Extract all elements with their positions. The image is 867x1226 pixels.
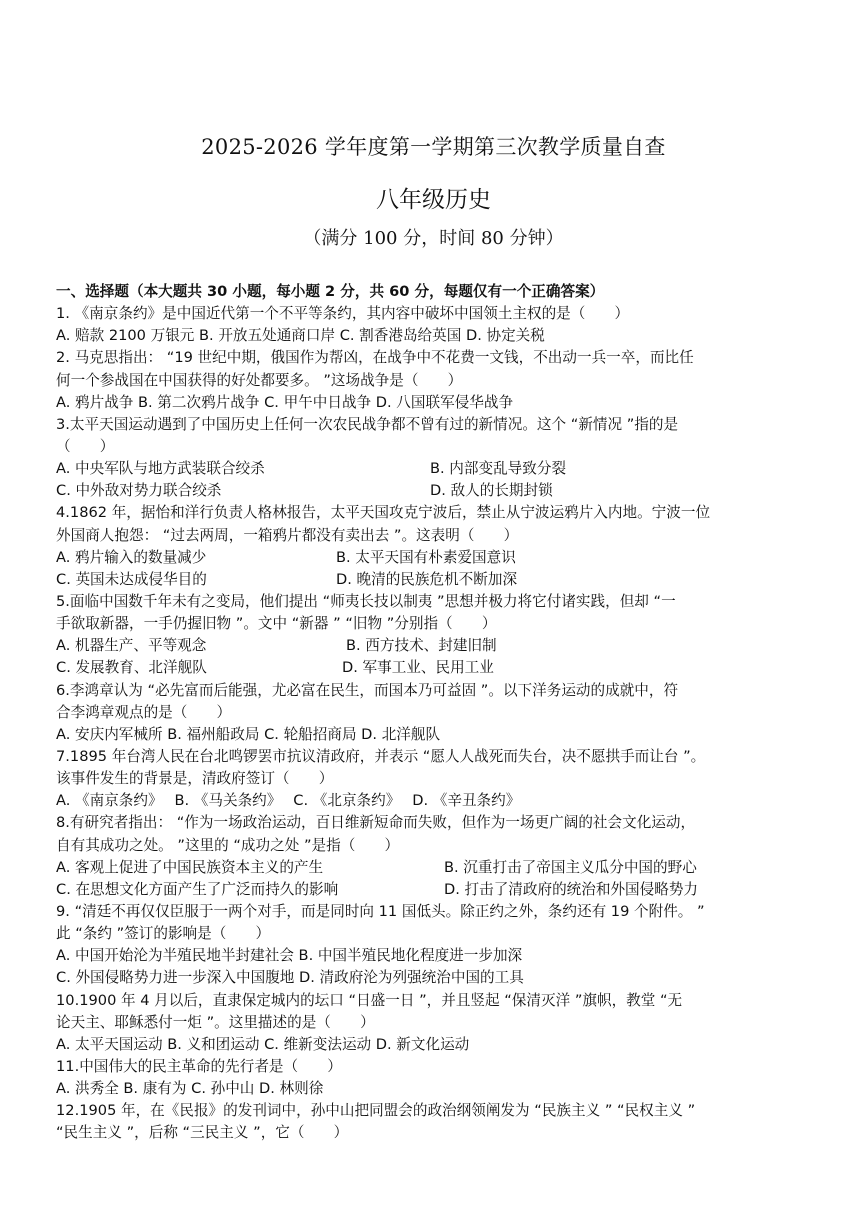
question-text-line: 8.有研究者指出： “作为一场政治运动，百日维新短命而失败，但作为一场更广阔的社会文化运动， <box>56 814 696 832</box>
answer-option: D. 晚清的民族危机不断加深 <box>336 570 518 588</box>
exam-title: 2025-2026 学年度第一学期第三次教学质量自查 <box>201 135 666 159</box>
answer-options-line: A. 中国开始沦为半殖民地半封建社会 B. 中国半殖民地化程度进一步加深 <box>56 947 523 965</box>
answer-option: A. 中央军队与地方武装联合绞杀 <box>56 460 265 478</box>
answer-options-line: A. 洪秀全 B. 康有为 C. 孙中山 D. 林则徐 <box>56 1080 324 1098</box>
question-text-line: （ ） <box>56 437 115 455</box>
question-text-line: “民生主义 ”，后称 “三民主义 ”，它（ ） <box>56 1124 349 1142</box>
question-text-line: 4.1862 年，据怡和洋行负责人格林报告，太平天国攻克宁波后，禁止从宁波运鸦片入内地。宁波一位 <box>56 504 711 522</box>
question-text-line: 11.中国伟大的民主革命的先行者是（ ） <box>56 1057 342 1075</box>
answer-option: D. 打击了清政府的统治和外国侵略势力 <box>444 880 699 898</box>
answer-options-line: A. 赔款 2100 万银元 B. 开放五处通商口岸 C. 割香港岛给英国 D. 协定关税 <box>56 327 545 345</box>
question-text-line: 该事件发生的背景是，清政府签订（ ） <box>56 770 334 788</box>
answer-option: A. 机器生产、平等观念 <box>56 637 207 655</box>
answer-options-line: C. 外国侵略势力进一步深入中国腹地 D. 清政府沦为列强统治中国的工具 <box>56 969 524 987</box>
question-text-line: 自有其成功之处。 ”这里的 “成功之处 ”是指（ ） <box>56 836 400 854</box>
answer-option: C. 中外敌对势力联合绞杀 <box>56 482 222 500</box>
answer-option: B. 太平天国有朴素爱国意识 <box>336 548 516 566</box>
question-text-line: 10.1900 年 4 月以后，直隶保定城内的坛口 “日盛一日 ”，并且竖起 “保清灭洋 ”旗帜，教堂 “无 <box>56 991 683 1009</box>
answer-option: C. 发展教育、北洋舰队 <box>56 659 207 677</box>
question-text-line: 5.面临中国数千年未有之变局，他们提出 “师夷长技以制夷 ”思想并极力将它付诸实践，但却 “一 <box>56 592 676 610</box>
answer-option: A. 客观上促进了中国民族资本主义的产生 <box>56 858 324 876</box>
question-text-line: 外国商人抱怨： “过去两周，一箱鸦片都没有卖出去 ”。这表明（ ） <box>56 526 519 544</box>
question-text-line: 9. “清廷不再仅仅臣服于一两个对手，而是同时向 11 国低头。除正约之外，条约还有 19 个附件。 ” <box>56 902 705 920</box>
question-text-line: 此 “条约 ”签订的影响是（ ） <box>56 925 271 943</box>
subject-title: 八年级历史 <box>376 187 491 213</box>
answer-option: B. 内部变乱导致分裂 <box>430 460 567 478</box>
answer-option: C. 英国未达成侵华目的 <box>56 570 207 588</box>
question-text-line: 手欲取新器，一手仍握旧物 ”。文中 “新器 ” “旧物 ”分别指（ ） <box>56 615 497 633</box>
answer-options-line: A. 太平天国运动 B. 义和团运动 C. 维新变法运动 D. 新文化运动 <box>56 1035 470 1053</box>
answer-options-line <box>56 857 826 879</box>
question-text-line: 合李鸿章观点的是（ ） <box>56 703 232 721</box>
question-text-line: 7.1895 年台湾人民在台北鸣锣罢市抗议清政府，并表示 “愿人人战死而失台，决不愿拱手而让台 ”。 <box>56 747 706 765</box>
answer-options-line <box>56 879 826 901</box>
score-time-note: （满分 100 分，时间 80 分钟） <box>303 228 564 249</box>
answer-options-line: A. 《南京条约》 B. 《马关条约》 C. 《北京条约》 D. 《辛丑条约》 <box>56 792 521 810</box>
question-text-line: 6.李鸿章认为 “必先富而后能强，尤必富在民生，而国本乃可益固 ”。以下洋务运动的成就中，符 <box>56 681 679 699</box>
answer-options-line <box>56 569 826 591</box>
answer-options-line <box>56 458 826 480</box>
question-text-line: 2. 马克思指出： “19 世纪中期，俄国作为帮凶，在战争中不花费一文钱，不出动一兵一卒，而比任 <box>56 349 694 367</box>
question-text-line: 3.太平天国运动遇到了中国历史上任何一次农民战争都不曾有过的新情况。这个 “新情况 ”指的是 <box>56 415 679 433</box>
answer-option: B. 西方技术、封建旧制 <box>346 637 497 655</box>
answer-option: C. 在思想文化方面产生了广泛而持久的影响 <box>56 880 339 898</box>
answer-options-line: A. 安庆内军械所 B. 福州船政局 C. 轮船招商局 D. 北洋舰队 <box>56 725 441 743</box>
answer-option: A. 鸦片输入的数量减少 <box>56 548 207 566</box>
question-text-line: 12.1905 年，在《民报》的发刊词中，孙中山把同盟会的政治纲领阐发为 “民族主义 ” “民权主义 ” <box>56 1102 696 1120</box>
question-list <box>56 281 826 1144</box>
answer-options-line <box>56 480 826 502</box>
question-text-line: 论天主、耶稣悉付一炬 ”。这里描述的是（ ） <box>56 1013 375 1031</box>
section-heading: 一、选择题（本大题共 30 小题，每小题 2 分，共 60 分，每题仅有一个正确答案） <box>56 283 605 300</box>
question-text-line: 何一个参战国在中国获得的好处都要多。 ”这场战争是（ ） <box>56 371 463 389</box>
answer-options-line <box>56 657 826 679</box>
answer-option: B. 沉重打击了帝国主义瓜分中国的野心 <box>444 858 697 876</box>
question-text-line: 1. 《南京条约》是中国近代第一个不平等条约，其内容中破坏中国领土主权的是（ ） <box>56 305 630 323</box>
answer-option: D. 敌人的长期封锁 <box>430 482 553 500</box>
answer-option: D. 军事工业、民用工业 <box>342 659 494 677</box>
answer-options-line: A. 鸦片战争 B. 第二次鸦片战争 C. 甲午中日战争 D. 八国联军侵华战争 <box>56 393 514 411</box>
answer-options-line <box>56 547 826 569</box>
answer-options-line <box>56 635 826 657</box>
